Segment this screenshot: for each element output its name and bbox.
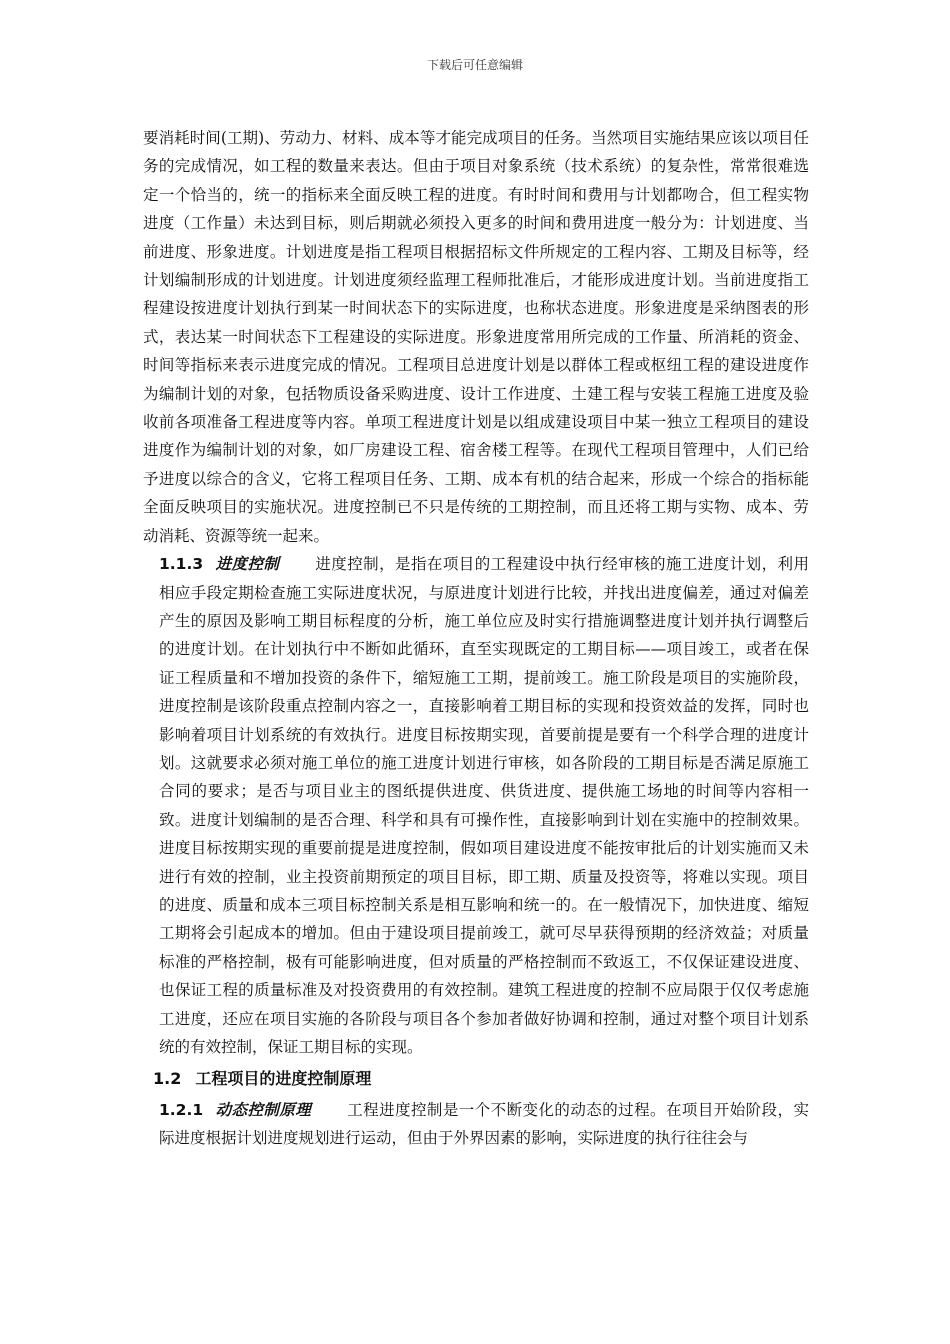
heading-1-2 (143, 1065, 809, 1093)
section-number: 1.2.1 (159, 1100, 204, 1119)
section-text: 进度控制，是指在项目的工程建设中执行经审核的施工进度计划，利用相应手段定期检查施工实际进度状况，与原进度计划进行比较，并找出进度偏差，通过对偏差产生的原因及影响工期目标程度的分析，施工单位应及时实行措施调整进度计划并执行调整后的进度计划。在计划执行中不断如此循环，直至实现既定的工期目标——项目竣工，或者在保证工程质量和不增加投资的条件下，缩短施工工期，提前竣工。施工阶段是项目的实施阶段，进度控制是该阶段重点控制内容之一，直接影响着工期目标的实现和投资效益的发挥，同时也影响着项目计划系统的有效执行。进度目标按期实现，首要前提是要有一个科学合理的进度计划。这就要求必须对施工单位的施工进度计划进行审核，如各阶段的工期目标是否满足原施工合同的要求；是否与项目业主的图纸提供进度、供货进度、提供施工场地的时间等内容相一致。进度计划编制的是否合理、科学和具有可操作性，直接影响到计划在实施中的控制效果。进度目标按期实现的重要前提是进度控制，假如项目建设进度不能按审批后的计划实施而又未进行有效的控制，业主投资前期预定的项目目标，即工期、质量及投资等，将难以实现。项目的进度、质量和成本三项目标控制关系是相互影响和统一的。在一般情况下，加快进度、缩短工期将会引起成本的增加。但由于建设项目提前竣工，就可尽早获得预期的经济效益；对质量标准的严格控制，极有可能影响进度，但对质量的严格控制而不致返工，不仅保证建设进度、也保证工程的质量标准及对投资费用的有效控制。建筑工程进度的控制不应局限于仅仅考虑施工进度，还应在项目实施的各阶段与项目各个参加者做好协调和控制，通过对整个项目计划系统的有效控制，保证工期目标的实现。 (159, 555, 809, 1056)
heading-number: 1.2 (153, 1069, 182, 1089)
document-body (143, 124, 809, 1153)
section-text: 工程进度控制是一个不断变化的动态的过程。在项目开始阶段，实际进度根据计划进度规划进行运动，但由于外界因素的影响，实际进度的执行往往会与 (159, 1100, 809, 1148)
section-title: 动态控制原理 (215, 1100, 312, 1119)
section-title: 进度控制 (215, 555, 280, 574)
page-header: 下载后可任意编辑 (426, 58, 523, 72)
body-paragraph: 要消耗时间(工期)、劳动力、材料、成本等才能完成项目的任务。当然项目实施结果应该以项目任务的完成情况，如工程的数量来表达。但由于项目对象系统（技术系统）的复杂性，常常很难选定一个恰当的，统一的指标来全面反映工程的进度。有时时间和费用与计划都吻合，但工程实物进度（工作量）未达到目标，则后期就必须投入更多的时间和费用进度一般分为：计划进度、当前进度、形象进度。计划进度是指工程项目根据招标文件所规定的工程内容、工期及目标等，经计划编制形成的计划进度。计划进度须经监理工程师批准后，才能形成进度计划。当前进度指工程建设按进度计划执行到某一时间状态下的实际进度，也称状态进度。形象进度是采纳图表的形式，表达某一时间状态下工程建设的实际进度。形象进度常用所完成的工作量、所消耗的资金、时间等指标来表示进度完成的情况。工程项目总进度计划是以群体工程或枢纽工程的建设进度作为编制计划的对象，包括物质设备采购进度、设计工作进度、土建工程与安装工程施工进度及验收前各项准备工程进度等内容。单项工程进度计划是以组成建设项目中某一独立工程项目的建设进度作为编制计划的对象，如厂房建设工程、宿舍楼工程等。在现代工程项目管理中，人们已给予进度以综合的含义，它将工程项目任务、工期、成本有机的结合起来，形成一个综合的指标能全面反映项目的实施状况。进度控制已不只是传统的工期控制，而且还将工期与实物、成本、劳动消耗、资源等统一起来。 (143, 129, 809, 545)
section-number: 1.1.3 (159, 555, 204, 574)
section-1-1-3 (143, 550, 809, 1061)
heading-title: 工程项目的进度控制原理 (195, 1069, 372, 1089)
section-1-2-1 (143, 1096, 809, 1153)
